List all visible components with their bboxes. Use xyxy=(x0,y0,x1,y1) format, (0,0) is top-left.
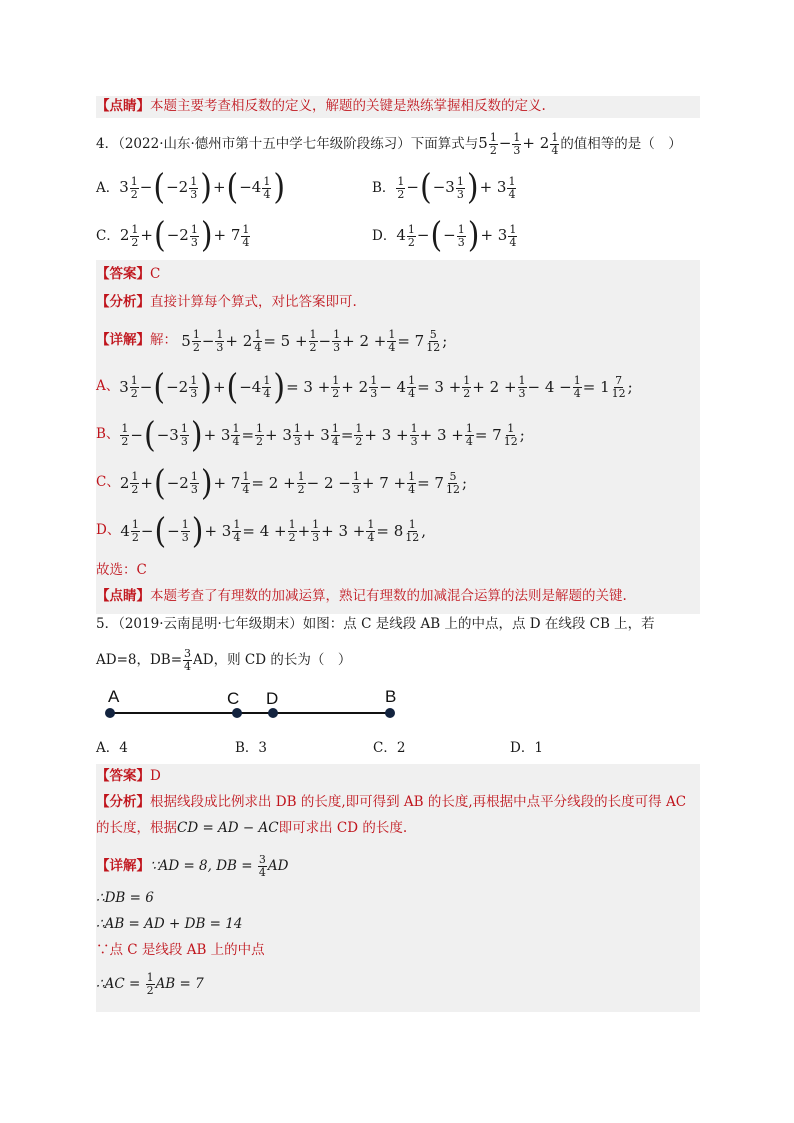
q5-detail-3 xyxy=(96,914,700,934)
q4-step-b-label: B、 xyxy=(96,426,120,442)
q5-detail-step-3: ∴AB = AD + DB = 14 xyxy=(96,916,243,932)
q5-option-b: B．3 xyxy=(235,740,268,756)
q5-analysis-text-2a: 的长度，根据 xyxy=(96,820,177,836)
q4-detail-prefix: 解： xyxy=(150,332,177,348)
q4-point xyxy=(96,586,700,606)
q3-point-text: 本题主要考查相反数的定义，解题的关键是熟练掌握相反数的定义. xyxy=(150,98,546,114)
q5-analysis-1 xyxy=(96,792,700,812)
q4-option-b-label: B． xyxy=(372,180,396,196)
q4-step-d-expr: 4 $\frac{1}{2}$ −(− $\frac{1}{3}$ )+ 3 $\frac{1}{4}$ = 4 + $\frac{1}{2}$ + $\frac{1}{3}$ + 3 + $\frac{1}{4}$ = 8 $\frac{1}{12}$ , xyxy=(120,510,427,552)
q5-detail-fraction-5: $\frac{1}{2}$ xyxy=(146,971,154,997)
q4-option-b-expr: $\frac{1}{2}$ −(−3 $\frac{1}{3}$ )+ 3 $\frac{1}{4}$ xyxy=(397,167,516,208)
q4-option-a-label: A． xyxy=(96,180,120,196)
q5-stem-line2 xyxy=(96,642,700,678)
q4-option-d xyxy=(372,215,518,256)
q4-stem-expr: 5 $\frac{1}{2}$ − $\frac{1}{3}$ + 2 $\frac{1}{4}$ xyxy=(478,130,559,157)
point-c xyxy=(232,708,242,718)
q5-analysis-formula: CD = AD − AC xyxy=(177,820,279,836)
q4-step-a xyxy=(96,366,700,407)
q4-point-tag: 【点睛】 xyxy=(96,588,150,604)
q5-detail-5 xyxy=(96,966,700,1002)
q5-stem-line1 xyxy=(96,614,700,634)
point-d xyxy=(268,708,278,718)
q5-detail-step-5-suffix: AB = 7 xyxy=(155,976,204,992)
q5-analysis-tag: 【分析】 xyxy=(96,794,150,810)
q5-line2-a: AD=8，DB= xyxy=(96,652,183,668)
q4-source: （2022·山东·德州市第十五中学七年级阶段练习）下面算式与 xyxy=(118,136,479,152)
q5-analysis-text-1: 根据线段成比例求出 DB 的长度,即可得到 AB 的长度,再根据中点平分线段的长度可得 AC xyxy=(150,794,687,810)
q4-stem-tail: 的值相等的是（ ） xyxy=(560,136,682,152)
q5-detail-step-5: ∴AC = xyxy=(96,976,145,992)
q3-point-tag: 【点睛】 xyxy=(96,98,150,114)
q4-step-d-label: D、 xyxy=(96,522,121,538)
q5-option-a: A．4 xyxy=(96,740,128,756)
q5-detail-step-1: ∵AD = 8, DB = xyxy=(150,858,257,874)
q4-analysis-text: 直接计算每个算式，对比答案即可. xyxy=(150,294,357,310)
q4-option-a xyxy=(96,167,286,208)
q5-option-c: C．2 xyxy=(373,740,406,756)
q4-number: 4． xyxy=(96,136,119,152)
q5-detail-tag: 【详解】 xyxy=(96,858,150,874)
q5-detail-fraction-1: $\frac{3}{4}$ xyxy=(258,853,266,879)
q5-answer-value: D xyxy=(150,768,161,784)
q4-option-d-label: D． xyxy=(372,228,397,244)
q4-option-c-expr: 2 $\frac{1}{2}$ +(−2 $\frac{1}{3}$ )+ 7 $\frac{1}{4}$ xyxy=(119,215,250,256)
q4-detail-expr: 5 $\frac{1}{2}$ − $\frac{1}{3}$ + 2 $\frac{1}{4}$ = 5 + $\frac{1}{2}$ − $\frac{1}{3}$ + 2 + $\frac{1}{4}$ = 7 $\frac{5}{12}$ ; xyxy=(181,328,448,354)
q4-answer-value: C xyxy=(150,266,161,282)
q4-step-d xyxy=(96,510,700,551)
q5-source: （2019·云南昆明·七年级期末）如图：点 C 是线段 AB 上的中点，点 D 在线段 CB 上，若 xyxy=(118,616,655,632)
q3-point-box xyxy=(96,96,700,118)
q5-segment-figure xyxy=(96,680,416,730)
q4-option-d-expr: 4 $\frac{1}{2}$ −(− $\frac{1}{3}$ )+ 3 $\frac{1}{4}$ xyxy=(396,215,517,256)
q4-answer xyxy=(96,264,700,284)
q4-analysis xyxy=(96,292,700,312)
q5-detail-1 xyxy=(96,848,700,884)
q5-number: 5． xyxy=(96,616,119,632)
q4-detail-line xyxy=(96,322,700,359)
q4-option-a-expr: 3 $\frac{1}{2}$ −(−2 $\frac{1}{3}$ )+(−4 $\frac{1}{4}$ ) xyxy=(119,167,286,208)
q5-line2-b: AD，则 CD 的长为（ ） xyxy=(193,652,352,668)
q4-answer-tag: 【答案】 xyxy=(96,266,150,282)
q4-option-b xyxy=(372,167,517,208)
q4-analysis-tag: 【分析】 xyxy=(96,294,150,310)
q4-option-c-label: C． xyxy=(96,228,120,244)
point-b xyxy=(385,708,395,718)
q5-detail-2 xyxy=(96,888,700,908)
label-d: D xyxy=(266,689,279,708)
q5-option-d: D．1 xyxy=(510,740,543,756)
q5-stem-fraction: $\frac{3}{4}$ xyxy=(184,647,192,673)
q5-detail-4 xyxy=(96,940,700,960)
q4-conclusion xyxy=(96,560,700,580)
q4-step-b xyxy=(96,414,700,455)
q4-option-c xyxy=(96,215,251,256)
q5-detail-step-1-suffix: AD xyxy=(267,858,289,874)
q4-step-b-expr: $\frac{1}{2}$ −(−3 $\frac{1}{3}$ )+ 3 $\frac{1}{4}$ = $\frac{1}{2}$ + 3 $\frac{1}{3}$ + 3 $\frac{1}{4}$ = $\frac{1}{2}$ + 3 + $\frac{1}{3}$ + 3 + $\frac{1}{4}$ = 7 $\frac{1}{12}$ ; xyxy=(121,414,525,456)
q5-analysis-text-2b: 即可求出 CD 的长度. xyxy=(278,820,408,836)
q4-step-c-expr: 2 $\frac{1}{2}$ +(−2 $\frac{1}{3}$ )+ 7 $\frac{1}{4}$ = 2 + $\frac{1}{2}$ − 2 − $\frac{1}{3}$ + 7 + $\frac{1}{4}$ = 7 $\frac{5}{12}$ ; xyxy=(119,462,468,504)
q4-step-c-label: C、 xyxy=(96,474,120,490)
q5-analysis-2 xyxy=(96,818,700,838)
q4-point-text: 本题考查了有理数的加减运算，熟记有理数的加减混合运算的法则是解题的关键. xyxy=(150,588,627,604)
label-b: B xyxy=(385,687,397,706)
q4-conclusion-text: 故选：C xyxy=(96,562,147,578)
q4-step-c xyxy=(96,462,700,503)
label-c: C xyxy=(227,689,240,708)
q4-stem xyxy=(96,128,700,159)
q5-answer xyxy=(96,766,700,786)
q4-step-a-label: A、 xyxy=(96,378,120,394)
q4-detail-tag: 【详解】 xyxy=(96,332,150,348)
label-a: A xyxy=(108,687,120,706)
q5-detail-step-2: ∴DB = 6 xyxy=(96,890,154,906)
q5-detail-step-4: ∵点 C 是线段 AB 上的中点 xyxy=(96,942,265,958)
q4-step-a-expr: 3 $\frac{1}{2}$ −(−2 $\frac{1}{3}$ )+(−4 $\frac{1}{4}$ )= 3 + $\frac{1}{2}$ + 2 $\frac{1}{3}$ − 4 $\frac{1}{4}$ = 3 + $\frac{1}{2}$ + 2 + $\frac{1}{3}$ − 4 − $\frac{1}{4}$ = 1 $\frac{7}{12}$ ; xyxy=(119,366,633,408)
point-a xyxy=(105,708,115,718)
q5-answer-tag: 【答案】 xyxy=(96,768,150,784)
